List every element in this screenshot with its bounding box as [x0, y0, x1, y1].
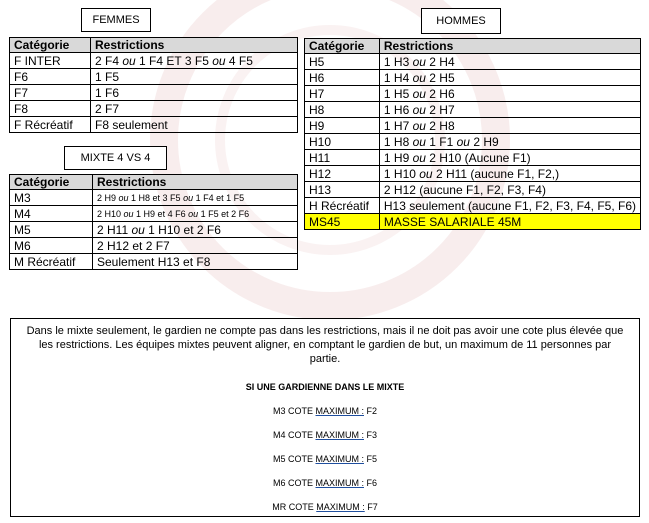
restriction-text: 1 F4 et 1 F5	[193, 192, 245, 203]
restriction-text: 1 H3	[383, 54, 413, 69]
restriction-text: 1 H8	[383, 134, 413, 149]
mixte-row-restrictions	[93, 190, 298, 206]
hommes-row	[305, 102, 641, 118]
restriction-text: 1 H6	[383, 102, 413, 117]
restriction-text: 1 H9	[383, 150, 413, 165]
restriction-text: F8 seulement	[95, 117, 168, 132]
restriction-conjunction: ou	[122, 53, 136, 68]
femmes-title: FEMMES	[81, 8, 151, 32]
restriction-text: 1 F4 ET 3 F5	[135, 53, 213, 68]
femmes-row	[10, 101, 298, 117]
note-line-maximum: MAXIMUM :	[315, 406, 364, 416]
restriction-conjunction: ou	[412, 86, 426, 101]
note-line-prefix: M3 COTE	[272, 406, 316, 416]
femmes-row	[10, 53, 298, 69]
mixte-row-categorie: M Récréatif	[10, 254, 93, 270]
note-line-value: F6	[364, 478, 378, 488]
restriction-conjunction: ou	[412, 134, 426, 149]
hommes-row-restrictions	[379, 134, 640, 150]
femmes-row-restrictions	[91, 53, 298, 69]
mixte-row-restrictions	[93, 206, 298, 222]
femmes-row	[10, 69, 298, 85]
hommes-row-categorie: H11	[305, 150, 380, 166]
restriction-text: H13 seulement (aucune F1, F2, F3, F4, F5, F6)	[383, 198, 636, 213]
hommes-row-restrictions	[379, 118, 640, 134]
mixte-row-categorie: M6	[10, 238, 93, 254]
hommes-row	[305, 166, 641, 182]
femmes-row	[10, 117, 298, 133]
femmes-row-categorie: F6	[10, 69, 91, 85]
hommes-row-restrictions	[379, 102, 640, 118]
hommes-row-restrictions	[379, 214, 640, 230]
note-line-maximum: MAXIMUM :	[315, 430, 364, 440]
mixte-row-categorie: M3	[10, 190, 93, 206]
restriction-conjunction: ou	[412, 54, 426, 69]
hommes-row-restrictions	[379, 198, 640, 214]
hommes-row-categorie: H12	[305, 166, 380, 182]
restriction-text: 2 H11	[97, 222, 132, 237]
restriction-text: 2 H10 (Aucune F1)	[425, 150, 531, 165]
hommes-row-categorie: MS45	[305, 214, 380, 230]
hommes-row-categorie: H7	[305, 86, 380, 102]
restriction-text: 1 F1	[425, 134, 457, 149]
femmes-row-restrictions	[91, 69, 298, 85]
restriction-text: 2 F4	[95, 53, 123, 68]
note-line-prefix: M5 COTE	[272, 454, 316, 464]
hommes-row-restrictions	[379, 86, 640, 102]
restriction-text: 2 H8	[425, 118, 455, 133]
restriction-conjunction: ou	[212, 53, 226, 68]
restriction-conjunction: ou	[183, 192, 194, 203]
femmes-row-categorie: F7	[10, 85, 91, 101]
restriction-conjunction: ou	[412, 150, 426, 165]
restriction-conjunction: ou	[123, 208, 134, 219]
femmes-row-restrictions	[91, 85, 298, 101]
femmes-row-restrictions	[91, 101, 298, 117]
hommes-row-restrictions	[379, 182, 640, 198]
restriction-text: 2 H12 (aucune F1, F2, F3, F4)	[383, 182, 546, 197]
hommes-table	[304, 38, 641, 230]
restriction-text: 1 F6	[95, 85, 120, 100]
femmes-header-restrictions: Restrictions	[91, 38, 298, 53]
hommes-row-categorie: H8	[305, 102, 380, 118]
restriction-text: 2 H9	[469, 134, 499, 149]
restriction-text: 2 F7	[95, 101, 120, 116]
restriction-text: 1 F5	[95, 69, 120, 84]
restriction-conjunction: ou	[118, 192, 129, 203]
mixte-row-restrictions	[93, 222, 298, 238]
hommes-row-restrictions	[379, 150, 640, 166]
note-line	[11, 406, 639, 416]
restriction-text: 1 H5	[383, 86, 413, 101]
femmes-row-restrictions	[91, 117, 298, 133]
note-line-prefix: M6 COTE	[272, 478, 316, 488]
mixte-row	[10, 222, 298, 238]
note-line-maximum: MAXIMUM :	[315, 454, 364, 464]
note-heading: SI UNE GARDIENNE DANS LE MIXTE	[245, 382, 405, 392]
restriction-conjunction: ou	[131, 222, 145, 237]
restriction-text: 1 H4	[383, 70, 413, 85]
restriction-text: 2 H4	[425, 54, 455, 69]
restriction-conjunction: ou	[412, 102, 426, 117]
femmes-table	[9, 37, 298, 133]
hommes-row-categorie: H9	[305, 118, 380, 134]
mixte-goalie-note	[10, 318, 640, 517]
hommes-row-categorie: H Récréatif	[305, 198, 380, 214]
hommes-row	[305, 70, 641, 86]
note-line	[11, 478, 639, 488]
mixte-row-restrictions	[93, 238, 298, 254]
note-line-value: F5	[364, 454, 378, 464]
mixte-title: MIXTE 4 VS 4	[64, 146, 167, 170]
hommes-row	[305, 182, 641, 198]
hommes-title: HOMMES	[421, 8, 501, 34]
note-line-prefix: MR COTE	[272, 502, 317, 512]
note-paragraph: Dans le mixte seulement, le gardien ne compte pas dans les restrictions, mais il ne doit pas avoir une cote plus élevée que les restrictions. Les équipes mixtes peuvent aligner, en comptant le gardien de but, un maximum de 11 personnes par partie.	[26, 325, 624, 365]
restriction-text: Seulement H13 et F8	[97, 254, 211, 269]
mixte-row-categorie: M4	[10, 206, 93, 222]
femmes-row-categorie: F INTER	[10, 53, 91, 69]
hommes-row-restrictions	[379, 54, 640, 70]
restriction-text: 2 H12 et 2 F7	[97, 238, 170, 253]
mixte-row-categorie: M5	[10, 222, 93, 238]
restriction-text: 1 H10	[383, 166, 420, 181]
note-line-maximum: MAXIMUM :	[315, 478, 364, 488]
mixte-header-restrictions: Restrictions	[93, 175, 298, 190]
hommes-row-categorie: H6	[305, 70, 380, 86]
femmes-row	[10, 85, 298, 101]
hommes-row-categorie: H5	[305, 54, 380, 70]
hommes-header-categorie: Catégorie	[305, 39, 380, 54]
restriction-text: 2 H10	[97, 208, 124, 219]
hommes-row	[305, 54, 641, 70]
restriction-text: 1 H8 et 3 F5	[128, 192, 184, 203]
mixte-row	[10, 206, 298, 222]
restriction-text: 2 H6	[425, 86, 455, 101]
restriction-text: 4 F5	[225, 53, 253, 68]
hommes-row	[305, 150, 641, 166]
mixte-header-categorie: Catégorie	[10, 175, 93, 190]
mixte-row	[10, 238, 298, 254]
restriction-text: 1 F5 et 2 F6	[198, 208, 250, 219]
note-line-maximum: MAXIMUM :	[316, 502, 365, 512]
hommes-header-restrictions: Restrictions	[379, 39, 640, 54]
restriction-text: 2 H5	[425, 70, 455, 85]
hommes-row-restrictions	[379, 166, 640, 182]
hommes-row-restrictions	[379, 70, 640, 86]
restriction-text: MASSE SALARIALE 45M	[383, 214, 522, 229]
restriction-conjunction: ou	[412, 70, 426, 85]
femmes-row-categorie: F8	[10, 101, 91, 117]
mixte-table	[9, 174, 298, 270]
note-lines	[11, 406, 639, 512]
hommes-row	[305, 118, 641, 134]
note-line	[11, 502, 639, 512]
note-line-value: F2	[364, 406, 378, 416]
note-line-prefix: M4 COTE	[272, 430, 316, 440]
restriction-text: 1 H10 et 2 F6	[144, 222, 221, 237]
hommes-row	[305, 134, 641, 150]
hommes-row-categorie: H13	[305, 182, 380, 198]
mixte-row	[10, 254, 298, 270]
restriction-text: 1 H9 et 4 F6	[133, 208, 189, 219]
note-line	[11, 430, 639, 440]
hommes-row-categorie: H10	[305, 134, 380, 150]
note-line-value: F7	[364, 502, 378, 512]
note-line-value: F3	[364, 430, 378, 440]
restriction-conjunction: ou	[419, 166, 433, 181]
hommes-row	[305, 86, 641, 102]
restriction-text: 2 H9	[97, 192, 119, 203]
restriction-text: 2 H7	[425, 102, 455, 117]
restriction-conjunction: ou	[188, 208, 199, 219]
hommes-row	[305, 214, 641, 230]
note-line	[11, 454, 639, 464]
mixte-row	[10, 190, 298, 206]
restriction-text: 2 H11 (aucune F1, F2,)	[432, 166, 560, 181]
hommes-row	[305, 198, 641, 214]
femmes-row-categorie: F Récréatif	[10, 117, 91, 133]
mixte-row-restrictions	[93, 254, 298, 270]
restriction-conjunction: ou	[456, 134, 470, 149]
restriction-conjunction: ou	[412, 118, 426, 133]
restriction-text: 1 H7	[383, 118, 413, 133]
femmes-header-categorie: Catégorie	[10, 38, 91, 53]
